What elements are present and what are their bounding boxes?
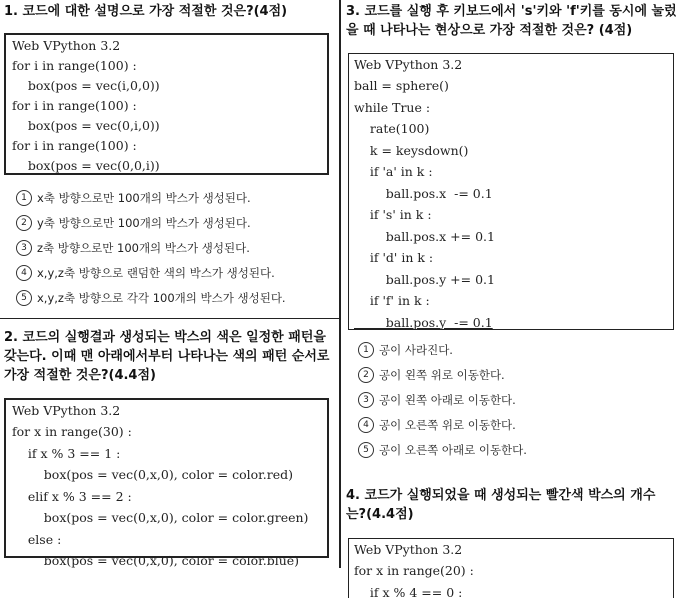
choice-5[interactable] [16,286,286,311]
choice-text: 공이 오른쪽 위로 이동한다. [379,418,516,432]
choice-2[interactable] [16,211,286,236]
code-line: elif x % 3 == 2 : [6,486,327,508]
code-line: if x % 3 == 1 : [6,443,327,465]
circled-number: 4 [358,417,374,433]
code-line: ball.pos.x += 0.1 [349,226,673,248]
code-header: Web VPython 3.2 [349,55,673,75]
question-1-code-box [4,33,329,175]
choice-5[interactable] [358,438,527,463]
choice-text: z축 방향으로만 100개의 박스가 생성된다. [37,241,250,255]
circled-number: 3 [16,240,32,256]
choice-text: x,y,z축 방향으로 각각 100개의 박스가 생성된다. [37,291,286,305]
question-2-code-box [4,398,329,558]
code-line: for i in range(100) : [6,96,327,116]
code-line: box(pos = vec(0,i,0)) [6,116,327,136]
column-divider [339,0,341,568]
code-line: box(pos = vec(0,0,i)) [6,156,327,176]
question-1-title: 1. 코드에 대한 설명으로 가장 적절한 것은?(4점) [4,2,287,21]
code-line: rate(100) [349,118,673,140]
code-line: ball.pos.y -= 0.1 [349,312,673,334]
choice-1[interactable] [358,338,527,363]
code-line: else : [6,529,327,551]
question-3-choices [358,338,527,463]
circled-number: 5 [358,442,374,458]
code-header: Web VPython 3.2 [6,36,327,56]
code-line: for x in range(30) : [6,421,327,443]
choice-text: x,y,z축 방향으로 랜덤한 색의 박스가 생성된다. [37,266,275,280]
code-line: if 'd' in k : [349,247,673,269]
code-line: if 's' in k : [349,204,673,226]
code-line: if 'a' in k : [349,161,673,183]
code-line: for i in range(100) : [6,136,327,156]
choice-4[interactable] [16,261,286,286]
code-line: box(pos = vec(0,x,0), color = color.blue) [6,550,327,572]
circled-number: 1 [16,190,32,206]
left-column [0,0,340,568]
code-line: box(pos = vec(i,0,0)) [6,76,327,96]
section-divider [0,318,340,319]
code-line: k = keysdown() [349,140,673,162]
code-line: for i in range(100) : [6,56,327,76]
choice-text: 공이 사라진다. [379,343,453,357]
choice-3[interactable] [16,236,286,261]
choice-1[interactable] [16,186,286,211]
choice-text: x축 방향으로만 100개의 박스가 생성된다. [37,191,251,205]
circled-number: 1 [358,342,374,358]
code-line: ball = sphere() [349,75,673,97]
question-4-code-box [348,538,674,598]
code-line: ball.pos.y += 0.1 [349,269,673,291]
question-1-choices [16,186,286,311]
code-line: if x % 4 == 0 : [349,582,673,603]
code-line: box(pos = vec(0,x,0), color = color.green) [6,507,327,529]
code-header: Web VPython 3.2 [6,401,327,421]
choice-text: 공이 왼쪽 아래로 이동한다. [379,393,516,407]
right-column [342,0,675,568]
circled-number: 2 [358,367,374,383]
choice-4[interactable] [358,413,527,438]
choice-text: 공이 오른쪽 아래로 이동한다. [379,443,527,457]
question-4-title-line: 4. 코드가 실행되었을 때 생성되는 빨간색 박스의 개수 [346,486,655,505]
circled-number: 2 [16,215,32,231]
code-line: while True : [349,97,673,119]
choice-text: 공이 왼쪽 위로 이동한다. [379,368,505,382]
question-3-title-line: 을 때 나타나는 현상으로 가장 적절한 것은? (4점) [346,21,632,40]
question-3-code-box [348,53,674,330]
choice-3[interactable] [358,388,527,413]
code-line: ball.pos.x -= 0.1 [349,183,673,205]
question-2-title-line: 가장 적절한 것은?(4.4점) [4,366,156,385]
question-4-title-line: 는?(4.4점) [346,505,414,524]
choice-text: y축 방향으로만 100개의 박스가 생성된다. [37,216,251,230]
circled-number: 5 [16,290,32,306]
question-2-title-line: 2. 코드의 실행결과 생성되는 박스의 색은 일정한 패턴을 [4,328,326,347]
code-line: box(pos = vec(0,x,0), color = color.red) [6,464,327,486]
code-line: for x in range(20) : [349,560,673,582]
circled-number: 3 [358,392,374,408]
choice-2[interactable] [358,363,527,388]
question-3-title-line: 3. 코드를 실행 후 키보드에서 's'키와 'f'키를 동시에 눌렀 [346,2,677,21]
circled-number: 4 [16,265,32,281]
code-line: if 'f' in k : [349,290,673,312]
code-header: Web VPython 3.2 [349,540,673,560]
question-2-title-line: 갖는다. 이때 맨 아래에서부터 나타나는 색의 패턴 순서로 [4,347,329,366]
